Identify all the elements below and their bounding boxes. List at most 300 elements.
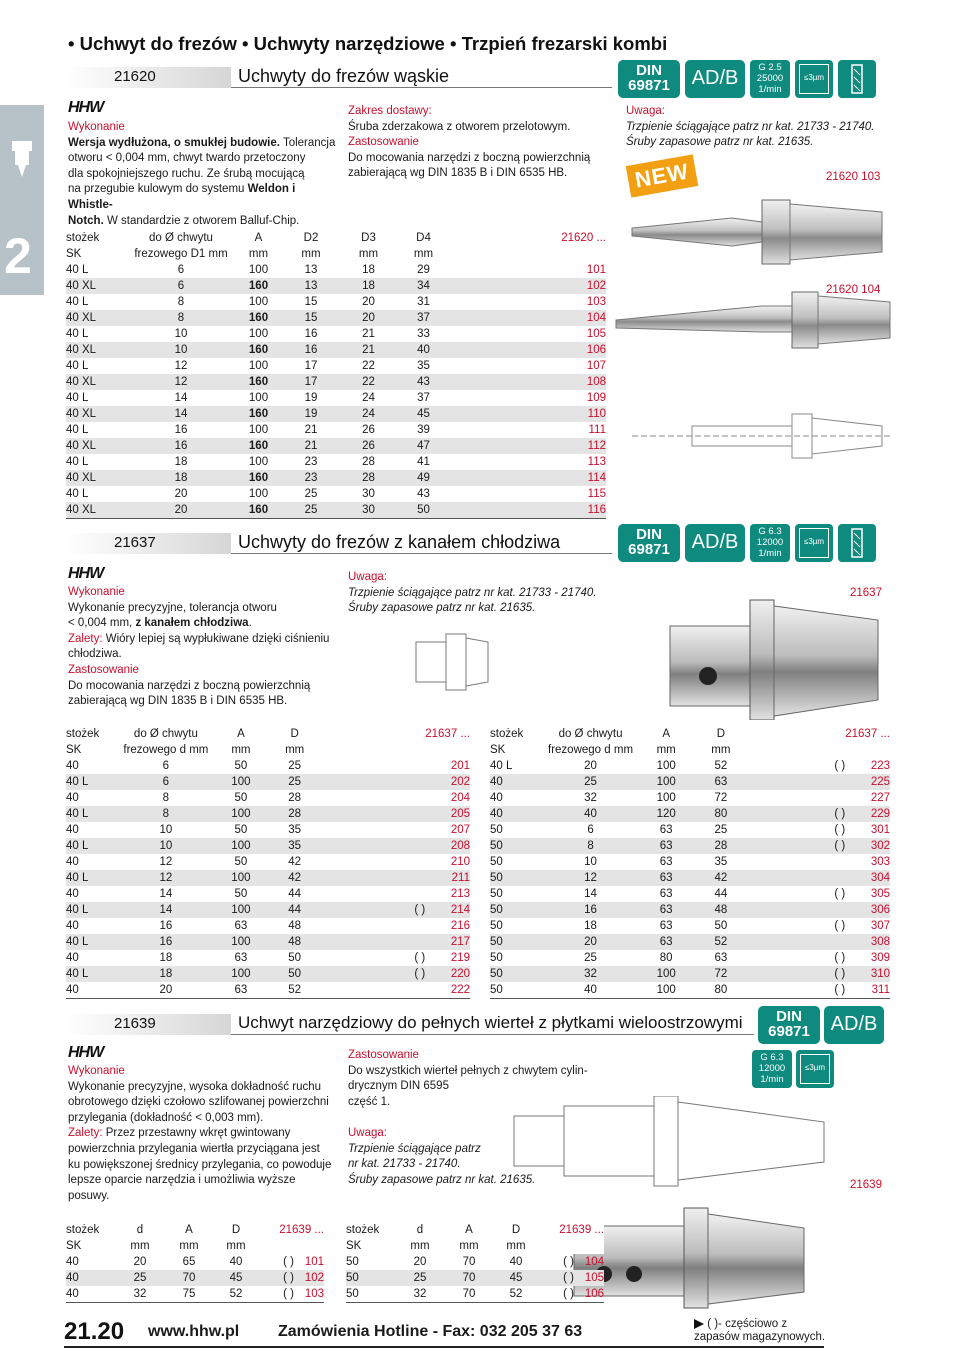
table-cell: 50 (346, 1286, 396, 1303)
table-cell: ( ) (752, 982, 846, 999)
table-cell: 302 (845, 838, 890, 854)
table-cell: 45 (214, 1270, 258, 1286)
table-cell (752, 854, 846, 870)
table-row (490, 774, 890, 790)
table-cell: 205 (425, 806, 470, 822)
table-cell: 40 (539, 806, 643, 822)
table-cell: 40 (66, 952, 79, 964)
table-cell: 40 (66, 1256, 79, 1268)
tolerance-badge: ≤3µm (795, 60, 833, 98)
table-cell: 40 (539, 982, 643, 999)
table-cell: 32 (396, 1286, 444, 1303)
table-cell: 207 (450, 824, 470, 836)
table-cell: 100 (217, 934, 264, 950)
table-row (66, 822, 470, 838)
table-cell: 20 (584, 760, 597, 772)
table-cell: 40 (66, 888, 79, 900)
table-cell: 40 L (490, 760, 513, 772)
table-cell: 25 (396, 1270, 444, 1286)
table-row (490, 886, 890, 902)
table-cell: 40 (396, 342, 451, 358)
table-row (66, 870, 470, 886)
table-cell (325, 870, 425, 886)
table-cell: 52 (714, 760, 728, 772)
table-cell: ( ) (834, 760, 846, 772)
table-cell: 18 (159, 952, 173, 964)
table-cell: 304 (845, 870, 890, 886)
table-cell: 20 (341, 310, 396, 326)
table-cell: 40 XL (66, 502, 126, 519)
table-row (66, 406, 606, 422)
table-cell: 21 (362, 328, 375, 340)
table-row (490, 934, 890, 950)
table-cell: ( ) (752, 806, 846, 822)
hotline-text: Zamówienia Hotline - Fax: 032 205 37 63 (278, 1323, 583, 1340)
tool-holder-images (612, 196, 912, 496)
table-cell: 29 (417, 264, 430, 276)
table-cell: 35 (714, 856, 728, 868)
table-cell: 107 (586, 360, 606, 372)
table-cell: ( ) (283, 1256, 294, 1268)
table-cell: 40 (229, 1256, 243, 1268)
table-cell: 17 (281, 374, 341, 390)
table-cell: 40 (66, 824, 79, 836)
clamp-icon (838, 524, 876, 562)
table-cell: 16 (114, 934, 217, 950)
table-cell: 50 (396, 502, 451, 519)
table-cell: 14 (114, 902, 217, 918)
table-cell: 20 (126, 502, 236, 519)
table-cell: 63 (642, 838, 690, 854)
table-cell: 63 (217, 982, 264, 999)
table-cell: 214 (425, 902, 470, 918)
table-cell: 100 (248, 424, 269, 436)
table-cell: 25 (539, 774, 643, 790)
table-cell: 63 (690, 774, 752, 790)
table-cell: 63 (659, 856, 673, 868)
table-cell: 40 L (66, 488, 89, 500)
table-cell: 23 (281, 470, 341, 486)
table-cell: 50 (490, 982, 539, 999)
table-cell: 160 (236, 278, 281, 294)
section-header-21620 (66, 67, 612, 88)
table-cell: 40 XL (66, 438, 126, 454)
table-row (490, 806, 890, 822)
table-cell: 50 (234, 856, 248, 868)
table-cell: 160 (236, 310, 281, 326)
table-cell (752, 870, 846, 886)
table-cell: 20 (413, 1256, 427, 1268)
table-cell: 40 L (66, 456, 89, 468)
table-cell: 15 (304, 296, 318, 308)
table-cell: 37 (396, 310, 451, 326)
table-cell: 40 (490, 806, 539, 822)
table-row (490, 854, 890, 870)
table-row (66, 838, 470, 854)
table-row (66, 982, 470, 999)
chapter-number: 2 (4, 228, 32, 284)
table-cell: 80 (690, 806, 752, 822)
table-cell: 40 L (66, 774, 114, 790)
table-cell: 25 (288, 760, 302, 772)
table-cell: 225 (845, 774, 890, 790)
table-cell: 115 (587, 488, 606, 500)
clamp-icon (838, 60, 876, 98)
table-cell: 114 (451, 470, 606, 486)
product-label-21620-103: 21620 103 (826, 171, 881, 183)
table-cell: 63 (659, 920, 673, 932)
table-cell: 16 (159, 920, 173, 932)
table-cell: 50 (234, 792, 248, 804)
table-cell: 47 (396, 438, 451, 454)
table-cell: ( ) (258, 1286, 294, 1303)
s2-wykonanie: Wykonanie Wykonanie precyzyjne, tolerancja otworu < 0,004 mm, z kanałem chłodziwa. Zalety: Wióry lepiej są wypłukiwane dzięki ciśnieniu chłodziwa. Zastosowanie Do mocowania narzędzi z boczną powierzchnią zabierającą wg DIN 1835 B i DIN 6535 HB. (68, 586, 330, 708)
chapter-band (0, 105, 44, 295)
table-cell: 18 (584, 920, 597, 932)
table-cell: 50 (490, 920, 503, 932)
table-row (490, 918, 890, 934)
table-cell: 100 (642, 966, 690, 982)
table-cell: 40 XL (66, 406, 126, 422)
table-cell: 14 (174, 392, 188, 404)
table-cell: 18 (114, 966, 217, 982)
table-cell: 70 (164, 1270, 214, 1286)
table-row (490, 822, 890, 838)
table-cell: 28 (264, 806, 325, 822)
page-number: 21.20 (64, 1318, 125, 1345)
table-cell: 40 L (66, 360, 89, 372)
table-cell: 301 (870, 824, 890, 836)
table-cell: ( ) (834, 824, 846, 836)
table-cell: ( ) (834, 888, 846, 900)
table-cell: 20 (114, 982, 217, 999)
balance-badge: G 2.5 25000 1/min (750, 60, 790, 98)
table-cell: 40 (66, 760, 79, 772)
table-cell: 50 (490, 856, 503, 868)
table-cell: 222 (425, 982, 470, 999)
table-cell: 223 (870, 760, 890, 772)
table-cell: 43 (396, 374, 451, 390)
table-21639-left: stożek d A D 21639 ... SK mm mm mm 40 20 65 40 ( ) 101 40 25 70 45 ( ) 102 40 32 75 52 ( ) 103 (66, 1222, 324, 1303)
table-cell: 75 (164, 1286, 214, 1303)
table-cell: 72 (690, 966, 752, 982)
table-cell: 40 L (66, 966, 114, 982)
table-row (66, 886, 470, 902)
table-cell: 40 L (66, 264, 89, 276)
s1-uwaga: Uwaga: Trzpienie ściągające patrz nr kat. 21733 - 21740. Śruby zapasowe patrz nr kat. 21635. (626, 105, 875, 149)
table-cell: 160 (236, 438, 281, 454)
section-header-21639: 21639 Uchwyt narzędziowy do pełnych wierteł z płytkami wieloostrzowymi (66, 1014, 754, 1035)
balance-badge: G 6.3 12000 1/min (752, 1050, 792, 1088)
table-cell: 18 (174, 456, 188, 468)
table-cell: 160 (236, 470, 281, 486)
table-cell (325, 886, 425, 902)
table-cell: 40 L (66, 838, 114, 854)
table-cell: 100 (217, 966, 264, 982)
table-cell: 80 (659, 952, 673, 964)
table-cell: 116 (451, 502, 606, 519)
table-cell: 40 L (66, 902, 114, 918)
table-cell: 40 XL (66, 470, 126, 486)
table-row (66, 310, 606, 326)
table-row (66, 854, 470, 870)
table-cell: 14 (126, 406, 236, 422)
table-cell: 25 (304, 488, 318, 500)
table-cell (752, 790, 846, 806)
table-row (66, 1254, 324, 1270)
table-cell: 13 (304, 264, 318, 276)
table-cell: 50 (346, 1270, 396, 1286)
table-row (66, 262, 606, 278)
table-cell: 20 (539, 934, 643, 950)
table-cell: 43 (417, 488, 430, 500)
table-row (490, 838, 890, 854)
table-cell: 35 (288, 824, 302, 836)
table-cell: 21 (341, 342, 396, 358)
table-cell: 52 (214, 1286, 258, 1303)
adb-badge: AD/B (824, 1006, 884, 1044)
table-cell: 100 (248, 392, 269, 404)
table-row (490, 902, 890, 918)
table-cell (325, 790, 425, 806)
table-cell: 160 (236, 502, 281, 519)
table-cell: 220 (425, 966, 470, 982)
table-cell: 17 (304, 360, 318, 372)
table-row (66, 790, 470, 806)
table-cell (325, 854, 425, 870)
table-cell: 227 (870, 792, 890, 804)
table-cell: 30 (362, 488, 375, 500)
tolerance-badge: ≤3µm (796, 1050, 834, 1088)
table-cell: 208 (425, 838, 470, 854)
table-cell: 42 (690, 870, 752, 886)
table-cell: 8 (539, 838, 643, 854)
table-cell: 25 (281, 502, 341, 519)
table-cell: 10 (174, 328, 188, 340)
table-cell: 8 (162, 792, 170, 804)
table-cell: 303 (870, 856, 890, 868)
adb-badge: AD/B (685, 524, 745, 562)
tool-holder-icon (8, 139, 36, 179)
table-cell: 105 (586, 328, 606, 340)
table-cell: ( ) (325, 902, 425, 918)
table-cell: 309 (870, 952, 890, 964)
s3-wykonanie: Wykonanie Wykonanie precyzyjne, wysoka dokładność ruchu obrotowego dzięki czołowo szlifowanej powierzchni przylegania (dokładność < 0,003 mm). Zalety: Przez przestawny wkręt gwintowany powierzchnia przylegania wiertła przyciągana jest ku powiększonej średnicy przylegania, co powoduje lepsze oparcie narzędzia i umożliwia wyższe posuwy. (68, 1065, 332, 1202)
table-cell: 10 (584, 856, 597, 868)
product-label-21637: 21637 (850, 587, 882, 599)
table-row (66, 950, 470, 966)
table-cell: 44 (714, 888, 728, 900)
table-cell: 20 (174, 488, 188, 500)
table-cell: 50 (490, 838, 539, 854)
table-cell: 40 L (66, 934, 114, 950)
table-cell: 160 (236, 406, 281, 422)
table-row (66, 342, 606, 358)
table-cell: 25 (584, 952, 597, 964)
table-cell: 8 (177, 296, 185, 308)
table-cell: 201 (450, 760, 470, 772)
table-cell: ( ) (538, 1270, 574, 1286)
table-cell: 24 (341, 406, 396, 422)
table-cell: 63 (642, 870, 690, 886)
table-cell: 15 (281, 310, 341, 326)
table-cell: 30 (341, 502, 396, 519)
table-cell: 305 (870, 888, 890, 900)
table-cell: 35 (264, 838, 325, 854)
table-row (66, 358, 606, 374)
table-cell: 110 (451, 406, 606, 422)
table-row (66, 806, 470, 822)
table-row (490, 982, 890, 999)
table-cell (752, 934, 846, 950)
website-link[interactable]: www.hhw.pl (148, 1323, 240, 1340)
table-cell: 45 (396, 406, 451, 422)
table-cell: 25 (714, 824, 728, 836)
table-cell: 100 (642, 774, 690, 790)
balance-badge: G 6.3 12000 1/min (750, 524, 790, 562)
table-cell: 112 (451, 438, 606, 454)
table-cell (325, 822, 425, 838)
table-cell: 26 (341, 438, 396, 454)
table-cell: 16 (126, 438, 236, 454)
table-cell: 70 (444, 1286, 494, 1303)
table-cell: 50 (346, 1256, 359, 1268)
table-cell: 50 (490, 824, 503, 836)
table-cell: 63 (642, 934, 690, 950)
table-cell: 100 (248, 264, 269, 276)
table-cell: 104 (584, 1256, 604, 1268)
table-cell: 100 (248, 360, 269, 372)
table-cell: 8 (126, 310, 236, 326)
table-cell: 49 (396, 470, 451, 486)
table-cell: 306 (845, 902, 890, 918)
table-cell: 22 (362, 360, 375, 372)
table-cell: 6 (177, 264, 185, 276)
table-row (66, 1270, 324, 1286)
table-cell: ( ) (414, 952, 426, 964)
table-cell: 52 (690, 934, 752, 950)
table-row (490, 966, 890, 982)
table-cell: 100 (656, 792, 676, 804)
section-code: 21620 (114, 68, 156, 85)
table-cell: 50 (714, 920, 728, 932)
table-row (66, 294, 606, 310)
table-cell: 50 (490, 902, 539, 918)
table-cell: 40 (509, 1256, 523, 1268)
table-cell: ( ) (538, 1286, 574, 1303)
table-cell: 18 (341, 278, 396, 294)
table-cell: 100 (217, 838, 264, 854)
table-cell: 100 (248, 296, 269, 308)
table-row (66, 966, 470, 982)
table-cell: ( ) (258, 1270, 294, 1286)
table-cell: 52 (494, 1286, 538, 1303)
table-cell: 229 (845, 806, 890, 822)
table-cell: 105 (574, 1270, 604, 1286)
table-cell: 20 (362, 296, 375, 308)
table-cell: 42 (288, 856, 302, 868)
table-cell: 48 (690, 902, 752, 918)
table-cell: 104 (451, 310, 606, 326)
table-cell (325, 918, 425, 934)
table-cell: 18 (362, 264, 375, 276)
table-cell: 37 (417, 392, 430, 404)
table-cell: 106 (451, 342, 606, 358)
table-cell: 40 (490, 774, 539, 790)
table-cell: 106 (574, 1286, 604, 1303)
table-cell: 8 (114, 806, 217, 822)
table-21637-right: stożek do Ø chwytu A D 21637 ... SK frezowego d mm mm mm 40 L 20 100 52 ( ) 223 40 25 100 63 225 40 32 100 72 227 40 40 120 80 ( ) 229 50 6 63 25 ( ) 301 50 8 63 28 ( ) 302 50 10 63 35 303 50 12 63 42 304 50 14 63 44 ( ) 305 50 16 63 48 306 50 18 63 50 ( ) 307 50 20 63 52 308 50 25 80 63 ( ) 309 50 32 100 72 ( ) 310 50 40 100 80 ( ) 311 (490, 726, 890, 999)
table-row (66, 934, 470, 950)
hhw-logo: HHW (68, 99, 104, 116)
table-cell: 100 (248, 488, 269, 500)
table-cell: 6 (587, 824, 594, 836)
table-cell (752, 902, 846, 918)
table-cell: 16 (304, 328, 318, 340)
table-cell: 310 (845, 966, 890, 982)
table-row (346, 1270, 604, 1286)
table-cell: 40 L (66, 296, 89, 308)
s3-zastosowanie: Zastosowanie Do wszystkich wierteł pełnych z chwytem cylin- drycznym DIN 6595 część 1. Uwaga: Trzpienie ściągające patrz nr kat. 21733 - 21740. Śruby zapasowe patrz nr kat. 21635. (348, 1049, 588, 1186)
table-cell: 39 (417, 424, 430, 436)
table-cell: 25 (116, 1270, 164, 1286)
table-cell: ( ) (752, 838, 846, 854)
table-cell: 160 (236, 374, 281, 390)
section-header-21637: 21637 Uchwyty do frezów z kanałem chłodziwa (66, 533, 612, 554)
adb-badge: AD/B (685, 60, 745, 98)
table-cell: 63 (642, 902, 690, 918)
table-cell: 40 L (66, 870, 114, 886)
table-row (66, 326, 606, 342)
table-cell: 100 (217, 774, 264, 790)
table-row (66, 918, 470, 934)
table-cell: 21 (304, 424, 318, 436)
page-title: • Uchwyt do frezów • Uchwyty narzędziowe • Trzpień frezarski kombi (68, 33, 668, 54)
table-cell: 23 (304, 456, 318, 468)
table-cell: 40 XL (66, 342, 126, 358)
table-cell: 16 (539, 902, 643, 918)
table-row (66, 774, 470, 790)
new-badge: NEW (626, 154, 699, 197)
table-cell: 10 (159, 824, 173, 836)
table-cell: 13 (281, 278, 341, 294)
table-cell: 101 (304, 1256, 324, 1268)
table-cell: 307 (870, 920, 890, 932)
table-row (346, 1254, 604, 1270)
table-cell (325, 806, 425, 822)
table-cell: 28 (288, 792, 302, 804)
table-row (66, 758, 470, 774)
table-cell: 100 (217, 870, 264, 886)
table-cell: 50 (490, 934, 539, 950)
table-cell (325, 838, 425, 854)
s1-wykonanie: Wykonanie Wersja wydłużona, o smukłej budowie. Tolerancja otworu < 0,004 mm, chwyt twardo przetoczony dla spokojniejszego ruchu. Ze śrubą mocującą na przegubie kulowym do systemu Weldon i Whistle- Notch. W standardzie z otworem Balluf-Chip. (68, 121, 336, 227)
table-row (66, 454, 606, 470)
table-cell: 14 (584, 888, 597, 900)
table-cell: 40 XL (66, 374, 126, 390)
table-cell: 204 (450, 792, 470, 804)
table-row (66, 438, 606, 454)
table-cell: 100 (248, 456, 269, 468)
table-cell (325, 758, 425, 774)
table-cell: 31 (417, 296, 430, 308)
table-cell: 102 (294, 1270, 324, 1286)
table-row (66, 470, 606, 486)
table-cell: 6 (114, 774, 217, 790)
table-cell: 120 (642, 806, 690, 822)
table-cell: 213 (450, 888, 470, 900)
table-cell: 19 (281, 406, 341, 422)
